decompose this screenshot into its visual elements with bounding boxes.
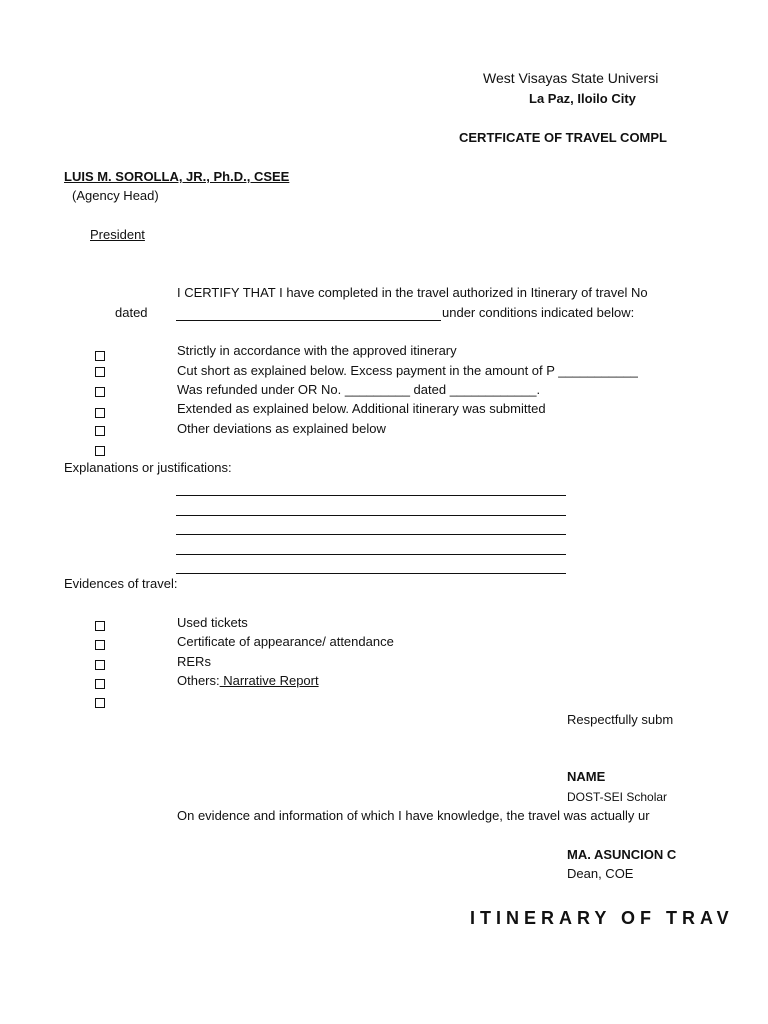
evidence-checkbox-2[interactable] bbox=[95, 640, 105, 650]
evidences-label: Evidences of travel: bbox=[64, 576, 178, 591]
explanation-line-1 bbox=[176, 495, 566, 496]
university-name: West Visayas State Universi bbox=[483, 70, 659, 86]
condition-checkbox-3[interactable] bbox=[95, 387, 105, 397]
university-city: La Paz, Iloilo City bbox=[529, 91, 636, 106]
itinerary-heading: ITINERARY OF TRAV bbox=[470, 908, 734, 928]
agency-head-role: (Agency Head) bbox=[72, 188, 159, 203]
dean-name: MA. ASUNCION C bbox=[567, 847, 677, 862]
form-title: CERTFICATE OF TRAVEL COMPL bbox=[459, 130, 667, 145]
evidence-others-label: Others: bbox=[177, 673, 220, 688]
condition-option-4: Extended as explained below. Additional itinerary was submitted bbox=[177, 401, 546, 416]
condition-checkbox-4[interactable] bbox=[95, 408, 105, 418]
evidence-checkbox-1[interactable] bbox=[95, 621, 105, 631]
conditions-text: under conditions indicated below: bbox=[442, 305, 635, 320]
explanation-line-5 bbox=[176, 573, 566, 574]
dean-title: Dean, COE bbox=[567, 866, 634, 881]
explanation-line-2 bbox=[176, 515, 566, 516]
explanations-label: Explanations or justifications: bbox=[64, 460, 232, 475]
dated-blank-line bbox=[176, 320, 441, 321]
verification-statement: On evidence and information of which I have knowledge, the travel was actually ur bbox=[177, 808, 650, 823]
evidence-option-2: Certificate of appearance/ attendance bbox=[177, 634, 394, 649]
evidence-others-value: Narrative Report bbox=[219, 673, 319, 688]
evidence-checkbox-3[interactable] bbox=[95, 660, 105, 670]
evidence-option-3: RERs bbox=[177, 654, 211, 669]
evidence-option-1: Used tickets bbox=[177, 615, 248, 630]
certification-statement: I CERTIFY THAT I have completed in the travel authorized in Itinerary of travel No bbox=[177, 285, 648, 300]
condition-option-1: Strictly in accordance with the approved itinerary bbox=[177, 343, 457, 358]
evidence-checkbox-4[interactable] bbox=[95, 679, 105, 689]
explanation-line-4 bbox=[176, 554, 566, 555]
respectfully-submitted: Respectfully subm bbox=[567, 712, 674, 727]
condition-option-2: Cut short as explained below. Excess payment in the amount of P ___________ bbox=[177, 363, 638, 378]
evidence-checkbox-5[interactable] bbox=[95, 698, 105, 708]
evidence-option-4 bbox=[177, 673, 319, 689]
condition-checkbox-6[interactable] bbox=[95, 446, 105, 456]
condition-checkbox-2[interactable] bbox=[95, 367, 105, 377]
signatory-name: NAME bbox=[567, 769, 606, 784]
condition-option-5: Other deviations as explained below bbox=[177, 421, 386, 436]
agency-head-position: President bbox=[90, 227, 145, 242]
condition-checkbox-1[interactable] bbox=[95, 351, 105, 361]
explanation-line-3 bbox=[176, 534, 566, 535]
agency-head-name: LUIS M. SOROLLA, JR., Ph.D., CSEE bbox=[64, 169, 290, 184]
signatory-title: DOST-SEI Scholar bbox=[567, 790, 668, 804]
condition-option-3: Was refunded under OR No. _________ dated ____________. bbox=[177, 382, 541, 397]
dated-label: dated bbox=[115, 305, 148, 320]
condition-checkbox-5[interactable] bbox=[95, 426, 105, 436]
